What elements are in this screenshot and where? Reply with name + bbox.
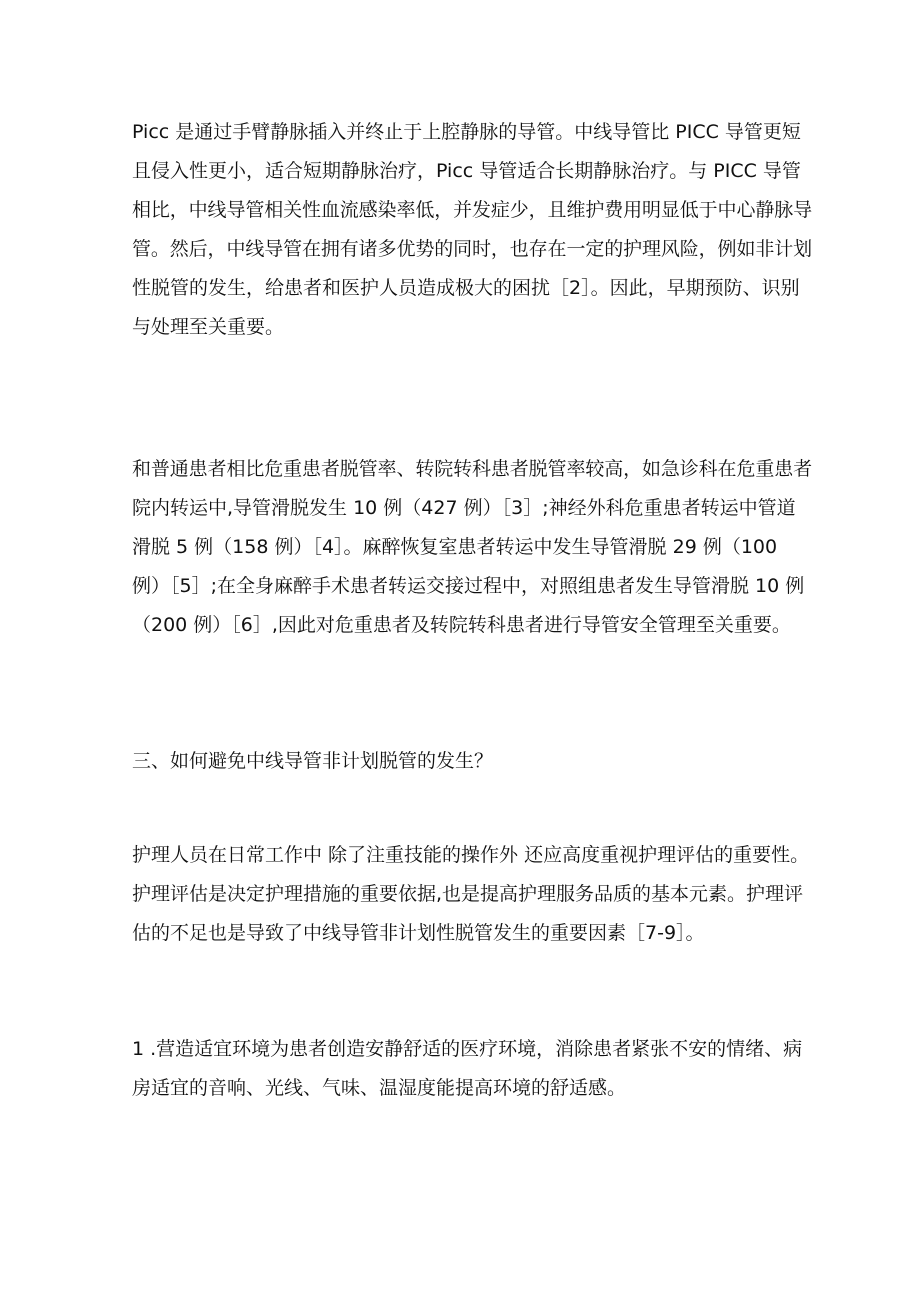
paragraph-nursing-assessment bbox=[132, 836, 810, 953]
paragraph-picc-intro bbox=[132, 113, 813, 347]
text-line: 房适宜的音响、光线、气味、温湿度能提高环境的舒适感。 bbox=[132, 1077, 627, 1099]
text-line: 和普通患者相比危重患者脱管率、转院转科患者脱管率较高，如急诊科在危重患者 bbox=[132, 458, 813, 480]
text-line: 院内转运中,导管滑脱发生 10 例（427 例）［3］;神经外科危重患者转运中管道 bbox=[132, 497, 796, 519]
section-heading bbox=[132, 742, 792, 781]
heading-line: 三、如何避免中线导管非计划脱管的发生？ bbox=[132, 750, 494, 772]
text-line: Picc 是通过手臂静脉插入并终止于上腔静脉的导管。中线导管比 PICC 导管更短 bbox=[132, 121, 801, 143]
text-line: 管。然后，中线导管在拥有诸多优势的同时，也存在一定的护理风险，例如非计划 bbox=[132, 238, 813, 260]
paragraph-environment bbox=[132, 1030, 803, 1108]
text-line: 估的不足也是导致了中线导管非计划性脱管发生的重要因素［7-9］。 bbox=[132, 922, 705, 944]
text-line: 滑脱 5 例（158 例）［4］。麻醉恢复室患者转运中发生导管滑脱 29 例（100 bbox=[132, 536, 778, 558]
text-line: 性脱管的发生，给患者和医护人员造成极大的困扰［2］。因此，早期预防、识别 bbox=[132, 277, 800, 299]
text-line: 与处理至关重要。 bbox=[132, 316, 285, 338]
text-line: （200 例）［6］,因此对危重患者及转院转科患者进行导管安全管理至关重要。 bbox=[132, 614, 791, 636]
paragraph-dislodgement-rates bbox=[132, 450, 813, 645]
text-line: 且侵入性更小，适合短期静脉治疗，Picc 导管适合长期静脉治疗。与 PICC 导管 bbox=[132, 160, 801, 182]
text-line: 1 .营造适宜环境为患者创造安静舒适的医疗环境，消除患者紧张不安的情绪、病 bbox=[132, 1038, 803, 1060]
text-line: 例）［5］;在全身麻醉手术患者转运交接过程中，对照组患者发生导管滑脱 10 例 bbox=[132, 575, 805, 597]
text-line: 相比，中线导管相关性血流感染率低，并发症少，且维护费用明显低于中心静脉导 bbox=[132, 199, 813, 221]
text-line: 护理人员在日常工作中 除了注重技能的操作外 还应高度重视护理评估的重要性。 bbox=[132, 844, 810, 866]
text-line: 护理评估是决定护理措施的重要依据,也是提高护理服务品质的基本元素。护理评 bbox=[132, 883, 804, 905]
